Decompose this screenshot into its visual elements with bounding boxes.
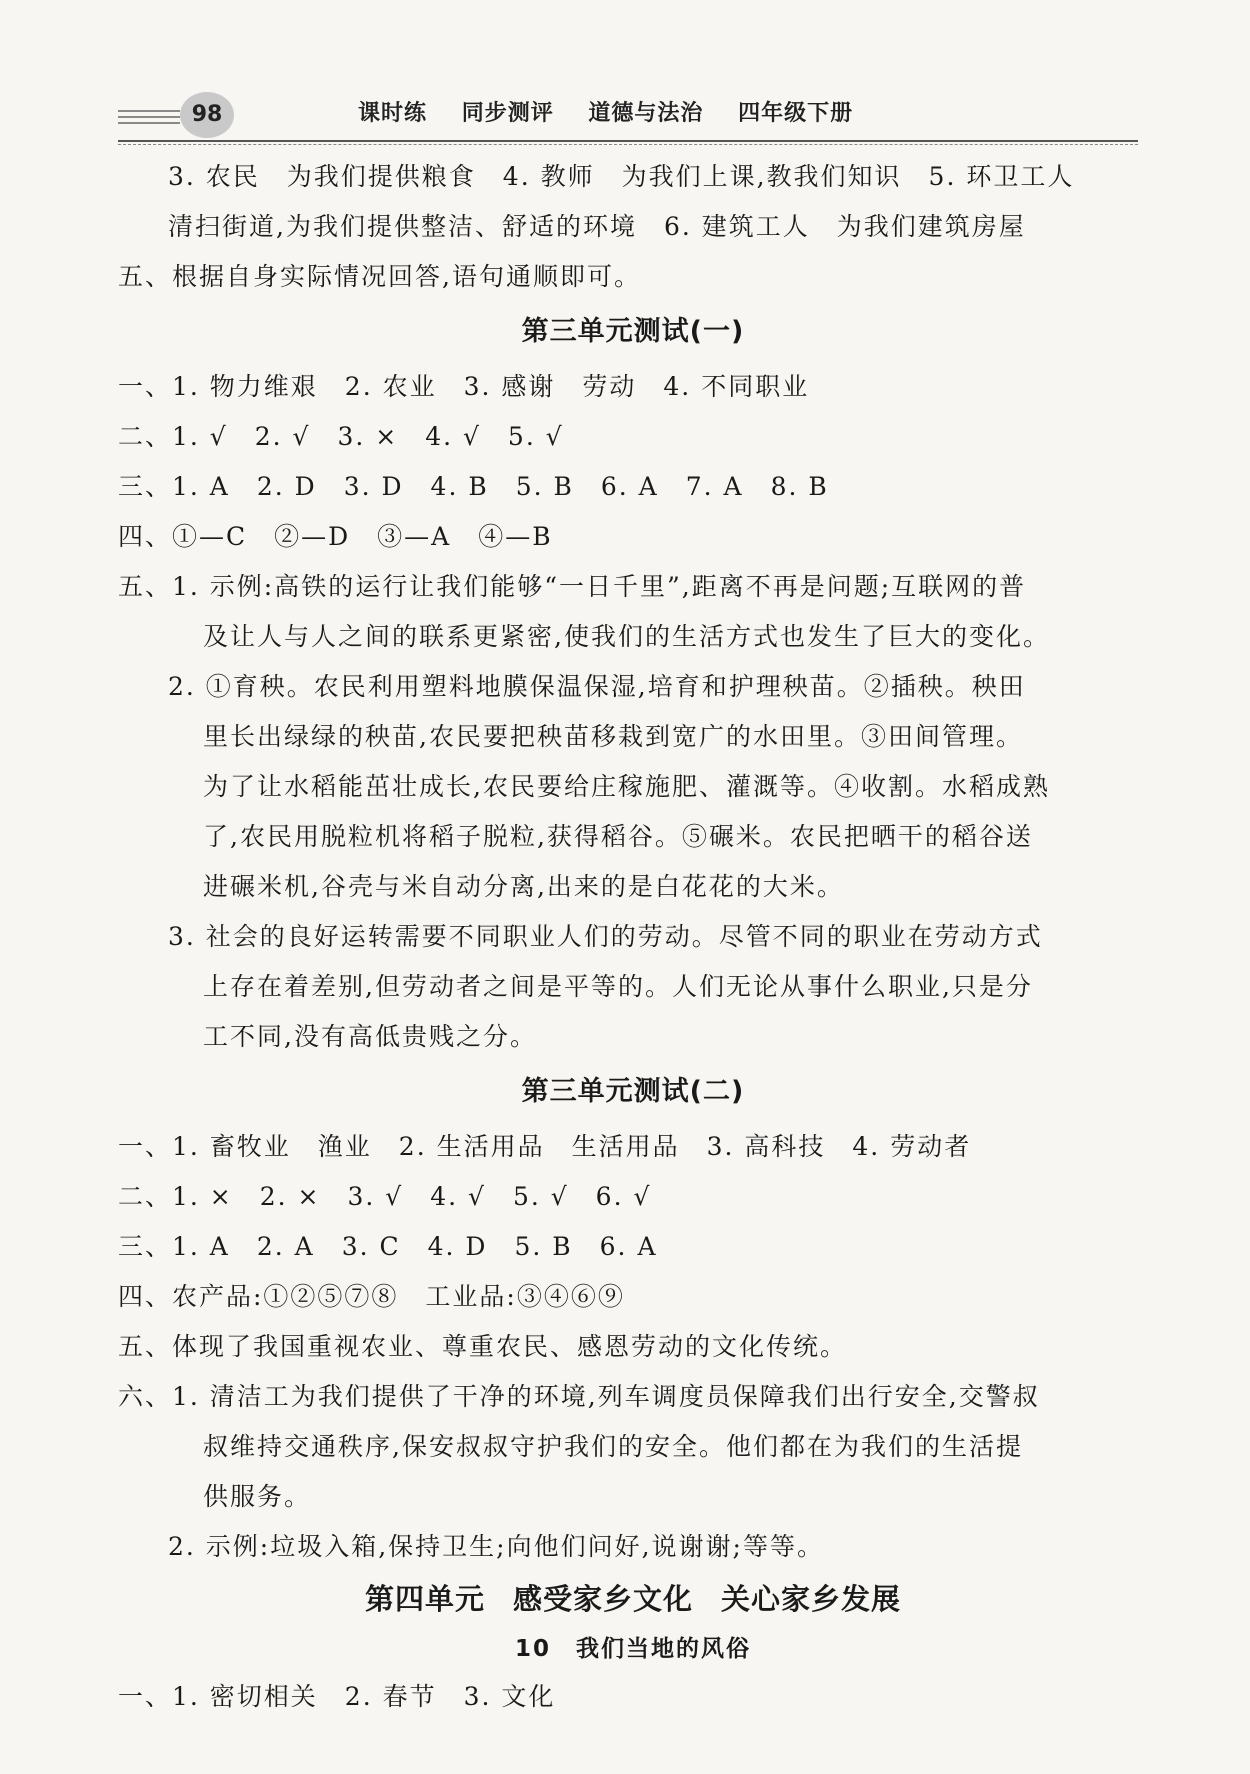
- answer-line: 及让人与人之间的联系更紧密,使我们的生活方式也发生了巨大的变化。: [203, 622, 1050, 651]
- answer-line: 3. 社会的良好运转需要不同职业人们的劳动。尽管不同的职业在劳动方式: [168, 922, 1043, 951]
- answer-line: 四、①—C ②—D ③—A ④—B: [118, 522, 553, 551]
- answer-line: 工不同,没有高低贵贱之分。: [203, 1022, 537, 1051]
- answer-line: 五、体现了我国重视农业、尊重农民、感恩劳动的文化传统。: [118, 1332, 848, 1361]
- running-header: [358, 96, 879, 127]
- header-title-part: 四年级下册: [738, 101, 854, 126]
- answer-line: 清扫街道,为我们提供整洁、舒适的环境 6. 建筑工人 为我们建筑房屋: [168, 212, 1026, 241]
- answer-line: 2. ①育秧。农民利用塑料地膜保温保湿,培育和护理秧苗。②插秧。秧田: [168, 672, 1026, 701]
- page-number-badge: 98: [180, 92, 234, 138]
- answer-line: 六、1. 清洁工为我们提供了干净的环境,列车调度员保障我们出行安全,交警叔: [118, 1382, 1040, 1411]
- answer-line: 叔维持交通秩序,保安叔叔守护我们的安全。他们都在为我们的生活提: [203, 1432, 1023, 1461]
- header-rule: [118, 140, 1138, 142]
- section-title: 第三单元测试(一): [521, 316, 745, 347]
- unit-title: [118, 1572, 1148, 1626]
- answer-line: 二、1. √ 2. √ 3. × 4. √ 5. √: [118, 422, 564, 451]
- header-title-part: 道德与法治: [588, 101, 704, 126]
- lesson-title: 10 我们当地的风俗: [514, 1636, 751, 1662]
- answer-line: 上存在着差别,但劳动者之间是平等的。人们无论从事什么职业,只是分: [203, 972, 1033, 1001]
- answer-line: 五、1. 示例:高铁的运行让我们能够“一日千里”,距离不再是问题;互联网的普: [118, 572, 1027, 601]
- answer-line: 进碾米机,谷壳与米自动分离,出来的是白花花的大米。: [203, 872, 844, 901]
- section-title: 第三单元测试(二): [521, 1076, 745, 1107]
- answer-line: 了,农民用脱粒机将稻子脱粒,获得稻谷。⑤碾米。农民把晒干的稻谷送: [203, 822, 1033, 851]
- answer-line: 3. 农民 为我们提供粮食 4. 教师 为我们上课,教我们知识 5. 环卫工人: [168, 162, 1075, 191]
- answer-line: 五、根据自身实际情况回答,语句通顺即可。: [118, 262, 641, 291]
- answer-line: 四、农产品:①②⑤⑦⑧ 工业品:③④⑥⑨: [118, 1282, 625, 1311]
- answer-line: 为了让水稻能茁壮成长,农民要给庄稼施肥、灌溉等。④收割。水稻成熟: [203, 772, 1050, 801]
- answer-line: 三、1. A 2. A 3. C 4. D 5. B 6. A: [118, 1232, 658, 1261]
- header-decoration: [118, 110, 180, 128]
- unit-title-part: 第四单元: [364, 1582, 485, 1616]
- answer-line: 三、1. A 2. D 3. D 4. B 5. B 6. A 7. A 8. B: [118, 472, 829, 501]
- unit-title-part: 感受家乡文化: [512, 1582, 693, 1616]
- unit-title-part: 关心家乡发展: [721, 1582, 902, 1616]
- page-header: [118, 92, 1138, 142]
- answer-line: 2. 示例:垃圾入箱,保持卫生;向他们问好,说谢谢;等等。: [168, 1532, 824, 1561]
- header-title-part: 课时练: [358, 101, 428, 126]
- header-rule-dashed: [118, 144, 1138, 145]
- answer-content: [118, 152, 1148, 1722]
- answer-line: 供服务。: [203, 1482, 312, 1511]
- answer-line: 一、1. 物力维艰 2. 农业 3. 感谢 劳动 4. 不同职业: [118, 372, 810, 401]
- answer-line: 一、1. 畜牧业 渔业 2. 生活用品 生活用品 3. 高科技 4. 劳动者: [118, 1132, 972, 1161]
- header-title-part: 同步测评: [461, 101, 554, 126]
- answer-line: 里长出绿绿的秧苗,农民要把秧苗移栽到宽广的水田里。③田间管理。: [203, 722, 1023, 751]
- answer-line: 二、1. × 2. × 3. √ 4. √ 5. √ 6. √: [118, 1182, 652, 1211]
- answer-line: 一、1. 密切相关 2. 春节 3. 文化: [118, 1682, 556, 1711]
